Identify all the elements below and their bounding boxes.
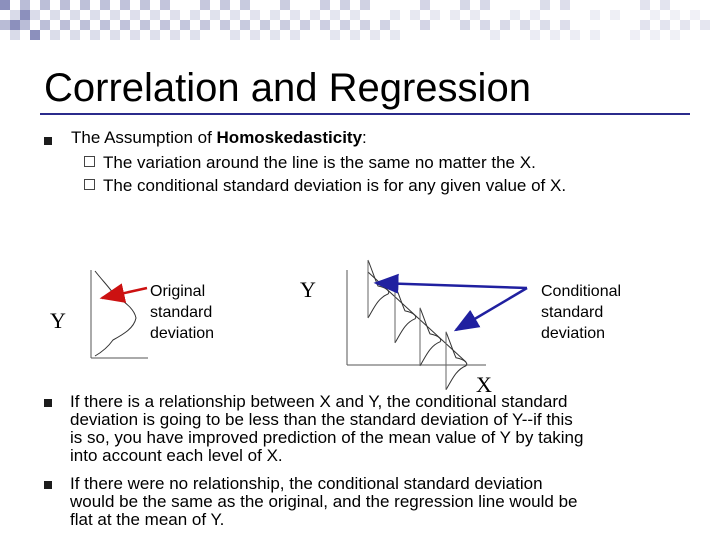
sub-bullet-text: The conditional standard deviation is for any given value of X.	[103, 176, 567, 195]
conditional-sd-arrow-lower	[456, 288, 527, 330]
paragraph-line: is so, you have improved prediction of the mean value of Y by taking	[70, 428, 584, 447]
paragraph-line: into account each level of X.	[70, 446, 283, 465]
slide-title: Correlation and Regression	[44, 66, 531, 110]
relationship-paragraph	[70, 393, 690, 465]
original-sd-arrow	[102, 288, 147, 298]
right-y-axis-label: Y	[300, 277, 316, 302]
paragraph-line: flat at the mean of Y.	[70, 510, 225, 529]
original-distribution-curve	[95, 271, 136, 356]
left-y-axis-label: Y	[50, 308, 66, 333]
paragraph-line: deviation is going to be less than the standard deviation of Y--if this	[70, 410, 573, 429]
bullet-marker	[44, 399, 52, 407]
original-distribution-plot	[91, 270, 148, 358]
conditional-distribution-curve	[395, 285, 416, 343]
label-line: deviation	[541, 325, 606, 342]
bullet-bold-term: Homoskedasticity	[216, 128, 363, 147]
paragraph-line: If there is a relationship between X and Y, the conditional standard	[70, 392, 568, 411]
bullet-marker	[44, 481, 52, 489]
label-line: standard	[541, 304, 604, 321]
label-line: Original	[150, 283, 206, 300]
bullet-suffix: :	[362, 128, 367, 147]
conditional-distribution-plot	[347, 260, 527, 390]
sub-bullet-text: The variation around the line is the same no matter the X.	[103, 153, 536, 172]
right-x-axis-label: X	[476, 372, 492, 397]
conditional-distribution-curve	[368, 260, 389, 318]
original-sd-label	[150, 281, 214, 344]
conditional-distribution-curve	[420, 308, 441, 366]
label-line: deviation	[150, 325, 215, 342]
no-relationship-paragraph	[70, 475, 690, 529]
conditional-sd-label	[541, 281, 621, 344]
conditional-distribution-curve	[446, 332, 467, 390]
bullet-prefix: The Assumption of	[71, 128, 217, 147]
paragraph-line: If there were no relationship, the conditional standard deviation	[70, 474, 543, 493]
label-line: standard	[150, 304, 213, 321]
label-line: Conditional	[541, 283, 622, 300]
conditional-sd-arrow-upper	[376, 283, 527, 288]
paragraph-line: would be the same as the original, and the regression line would be	[70, 492, 578, 511]
